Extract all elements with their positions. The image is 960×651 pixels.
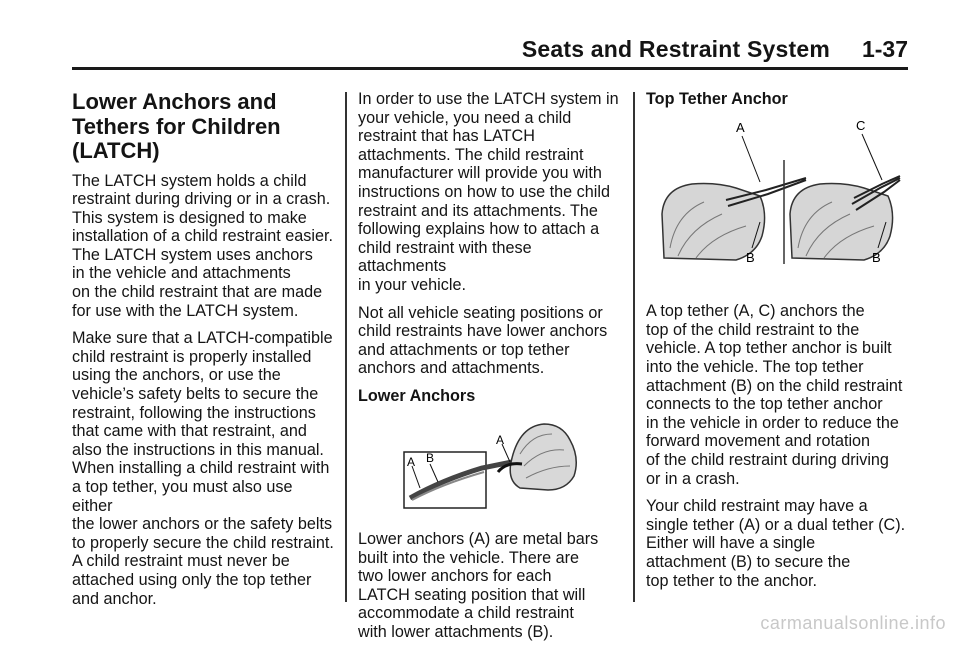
label-b: B — [872, 249, 881, 265]
label-a: A — [496, 432, 505, 447]
paragraph: Not all vehicle seating positions or child restraints have lower anchors and attachments or top tether anchors and attachments. — [358, 303, 608, 378]
subheading-lower-anchors: Lower Anchors — [358, 386, 476, 405]
top-tether-figure — [656, 118, 918, 273]
watermark: carmanualsonline.info — [760, 613, 946, 633]
label-a: A — [736, 119, 745, 135]
paragraph: Your child restraint may have a single tether (A) or a dual tether (C). Either will have a single attachment (B) to secure the top tether to the anchor. — [646, 497, 906, 590]
paragraph: Lower anchors (A) are metal bars built into the vehicle. There are two lower anchors for each LATCH seating position that will accommodate a child restraint with lower attachments (B). — [358, 530, 599, 642]
column-1 — [72, 90, 334, 617]
top-tether-illustration — [656, 118, 902, 268]
paragraph: A top tether (A, C) anchors the top of the child restraint to the vehicle. A top tether anchor is built into the vehicle. The top tether attachment (B) on the child restraint connects to the top tether anchor in the vehicle in order to reduce the forward movement and rotation of the child restraint during driving or in a crash. — [646, 302, 903, 488]
section-title: Lower Anchors and Tethers for Children (LATCH) — [72, 89, 281, 163]
column-divider-2 — [633, 92, 635, 602]
paragraph: Make sure that a LATCH-compatible child restraint is properly installed using the anchors, or use the vehicle’s safety belts to secure the restraint, following the instructions that came with that restraint, and also the instructions in this manual. When installing a child restraint with a top tether, you must also use either the lower anchors or the safety belts to properly secure the child restraint. A child restraint must never be attached using only the top tether and anchor. — [72, 329, 334, 608]
label-b: B — [746, 249, 755, 265]
lower-anchors-figure — [402, 418, 624, 517]
lower-anchors-illustration — [402, 418, 588, 512]
label-b: B — [426, 450, 435, 465]
column-3 — [646, 90, 918, 599]
column-divider-1 — [345, 92, 347, 602]
subheading-top-tether-anchor: Top Tether Anchor — [646, 90, 788, 108]
page-number: 1-37 — [861, 36, 908, 62]
header-divider — [72, 67, 908, 70]
paragraph: In order to use the LATCH system in your vehicle, you need a child restraint that has LATCH attachments. The child restraint manufacturer will provide you with instructions on how to use the child restraint and its attachments. The following explains how to attach a child restraint with these attachments in your vehicle. — [358, 90, 619, 294]
section-header-title: Seats and Restraint System — [521, 36, 830, 62]
column-2 — [358, 90, 624, 651]
paragraph: The LATCH system holds a child restraint during driving or in a crash. This system is designed to make installation of a child restraint easier. The LATCH system uses anchors in the vehicle and attachments on the child restraint that are made for use with the LATCH system. — [72, 171, 333, 320]
label-c: C — [856, 117, 866, 133]
label-a: A — [407, 454, 416, 469]
